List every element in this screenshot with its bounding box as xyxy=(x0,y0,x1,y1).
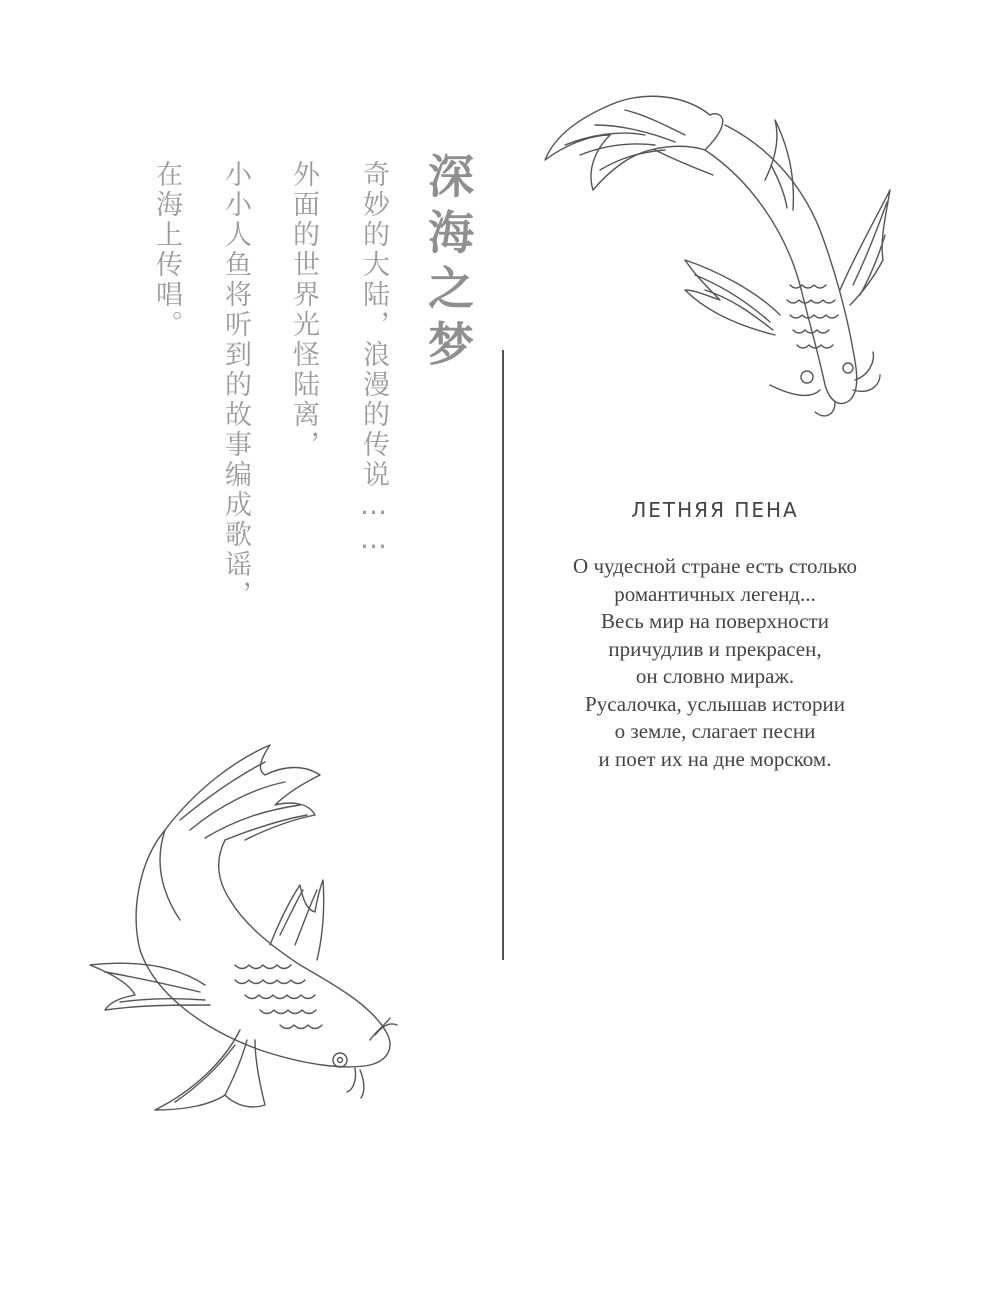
russian-body xyxy=(520,553,910,773)
russian-line: причудлив и прекрасен, xyxy=(608,636,822,661)
russian-line: Русалочка, услышав истории xyxy=(585,691,845,716)
russian-line: о земле, слагает песни xyxy=(614,719,816,743)
russian-line: и поет их на дне морском. xyxy=(598,746,832,771)
vertical-divider xyxy=(502,350,504,960)
chinese-title: 深海之梦 xyxy=(421,152,475,376)
koi-fish-illustration-bottom xyxy=(85,740,415,1120)
russian-line: романтичных легенд... xyxy=(614,581,816,606)
chinese-column-2: 外面的世界光怪陆离， xyxy=(288,160,319,460)
chinese-column-4: 在海上传唱。 xyxy=(151,160,182,340)
russian-line: О чудесной стране есть столько xyxy=(573,554,857,578)
russian-title: ЛЕТНЯЯ ПЕНА xyxy=(631,498,799,522)
chinese-column-1: 奇妙的大陆，浪漫的传说…… xyxy=(358,160,389,558)
russian-line: Весь мир на поверхности xyxy=(601,609,829,633)
chinese-column-3: 小小人鱼将听到的故事编成歌谣， xyxy=(220,160,251,610)
russian-line: он словно мираж. xyxy=(635,664,795,688)
koi-fish-illustration-top xyxy=(535,90,905,420)
